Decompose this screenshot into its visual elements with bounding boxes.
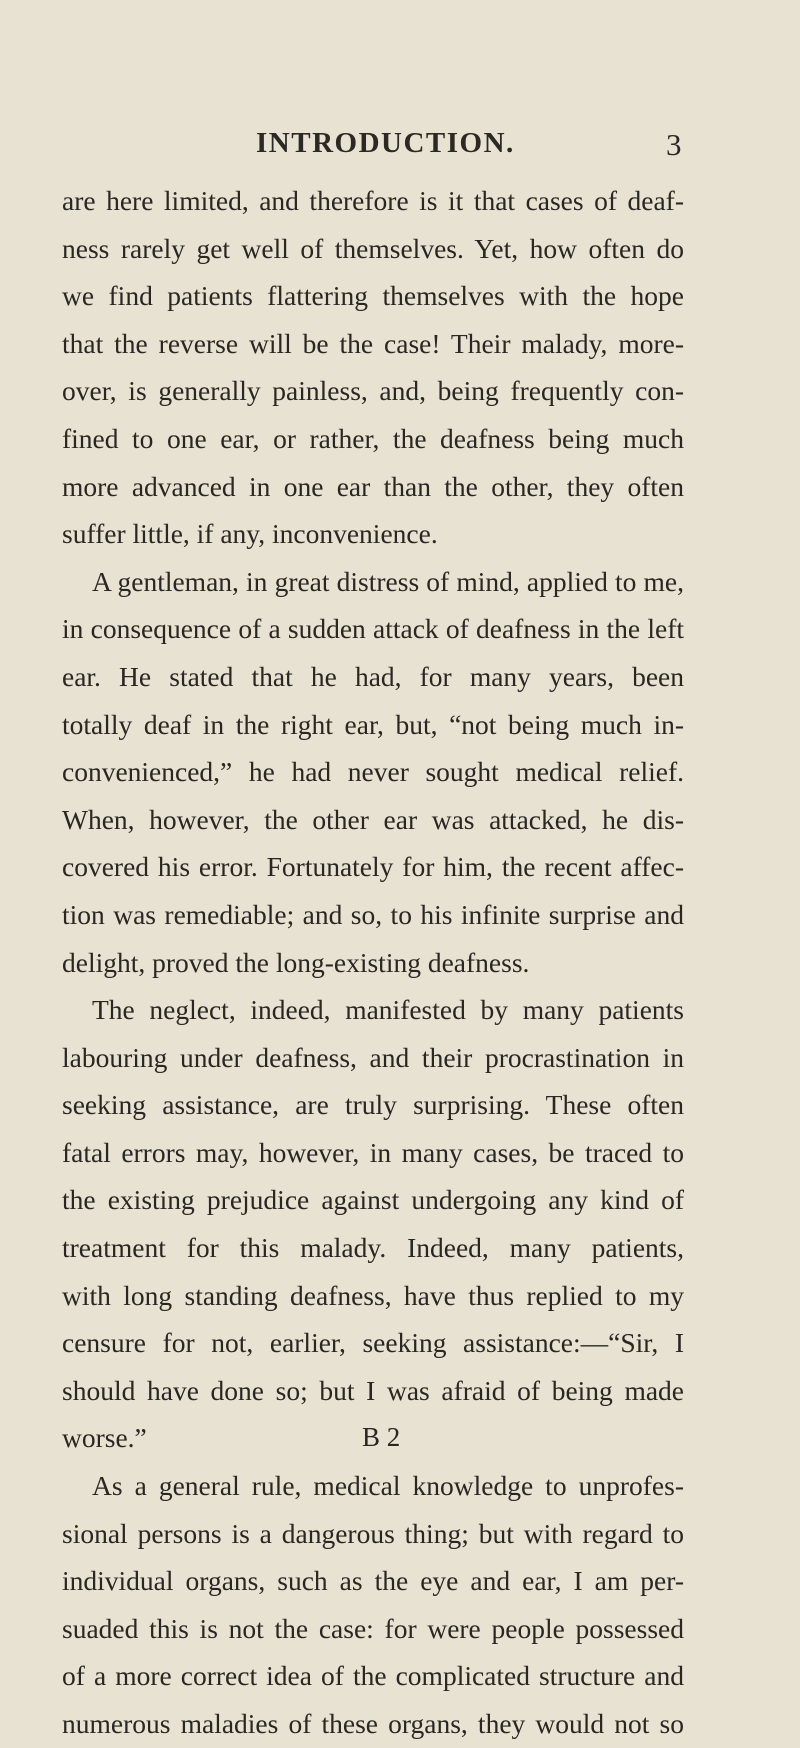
- text-line: suaded this is not the case: for were people possessed: [62, 1612, 684, 1644]
- text-line: with long standing deafness, have thus replied to my: [62, 1279, 684, 1311]
- text-line: of a more correct idea of the complicated structure and: [62, 1660, 684, 1692]
- text-line: sional persons is a dangerous thing; but with regard to: [62, 1517, 684, 1549]
- text-line: worse.”: [62, 1422, 147, 1454]
- text-line: are here limited, and therefore is it that cases of deaf-: [62, 185, 684, 216]
- text-line: censure for not, earlier, seeking assistance:—“Sir, I: [62, 1327, 684, 1359]
- text-line: totally deaf in the right ear, but, “not being much in-: [62, 708, 684, 740]
- text-line: fined to one ear, or rather, the deafness being much: [62, 422, 684, 454]
- text-line: ness rarely get well of themselves. Yet, how often do: [62, 232, 684, 264]
- running-header: [0, 127, 800, 167]
- text-line: that the reverse will be the case! Their malady, more-: [62, 327, 684, 359]
- text-line: labouring under deafness, and their procrastination in: [62, 1041, 684, 1073]
- text-line: should have done so; but I was afraid of being made: [62, 1374, 684, 1406]
- text-line: in consequence of a sudden attack of deafness in the left: [62, 613, 684, 645]
- text-line: As a general rule, medical knowledge to unprofes-: [92, 1470, 684, 1502]
- text-line: A gentleman, in great distress of mind, applied to me,: [92, 565, 684, 597]
- text-line: seeking assistance, are truly surprising. These often: [62, 1089, 684, 1121]
- text-line: individual organs, such as the eye and ear, I am per-: [62, 1565, 684, 1597]
- text-line: more advanced in one ear than the other, they often: [62, 470, 684, 502]
- text-line: fatal errors may, however, in many cases, be traced to: [62, 1136, 684, 1168]
- text-line: numerous maladies of these organs, they would not so: [62, 1708, 684, 1739]
- text-line: convenienced,” he had never sought medical relief.: [62, 756, 684, 788]
- text-line: delight, proved the long-existing deafness.: [62, 946, 530, 978]
- text-line: tion was remediable; and so, to his infinite surprise and: [62, 898, 684, 930]
- text-line: the existing prejudice against undergoing any kind of: [62, 1184, 684, 1216]
- text-line: over, is generally painless, and, being frequently con-: [62, 375, 684, 407]
- text-line: covered his error. Fortunately for him, the recent affec-: [62, 851, 684, 883]
- text-line: treatment for this malady. Indeed, many patients,: [62, 1232, 684, 1264]
- page-number: 3: [666, 127, 682, 162]
- text-line: suffer little, if any, inconvenience.: [62, 518, 438, 550]
- text-line: ear. He stated that he had, for many years, been: [62, 660, 684, 692]
- text-line: The neglect, indeed, manifested by many patients: [92, 994, 684, 1026]
- text-line: we find patients flattering themselves with the hope: [62, 280, 684, 312]
- signature-mark: B 2: [362, 1422, 401, 1452]
- running-header-title: INTRODUCTION.: [256, 127, 515, 159]
- text-line: When, however, the other ear was attacked, he dis-: [62, 803, 684, 835]
- body-text: [62, 177, 684, 1748]
